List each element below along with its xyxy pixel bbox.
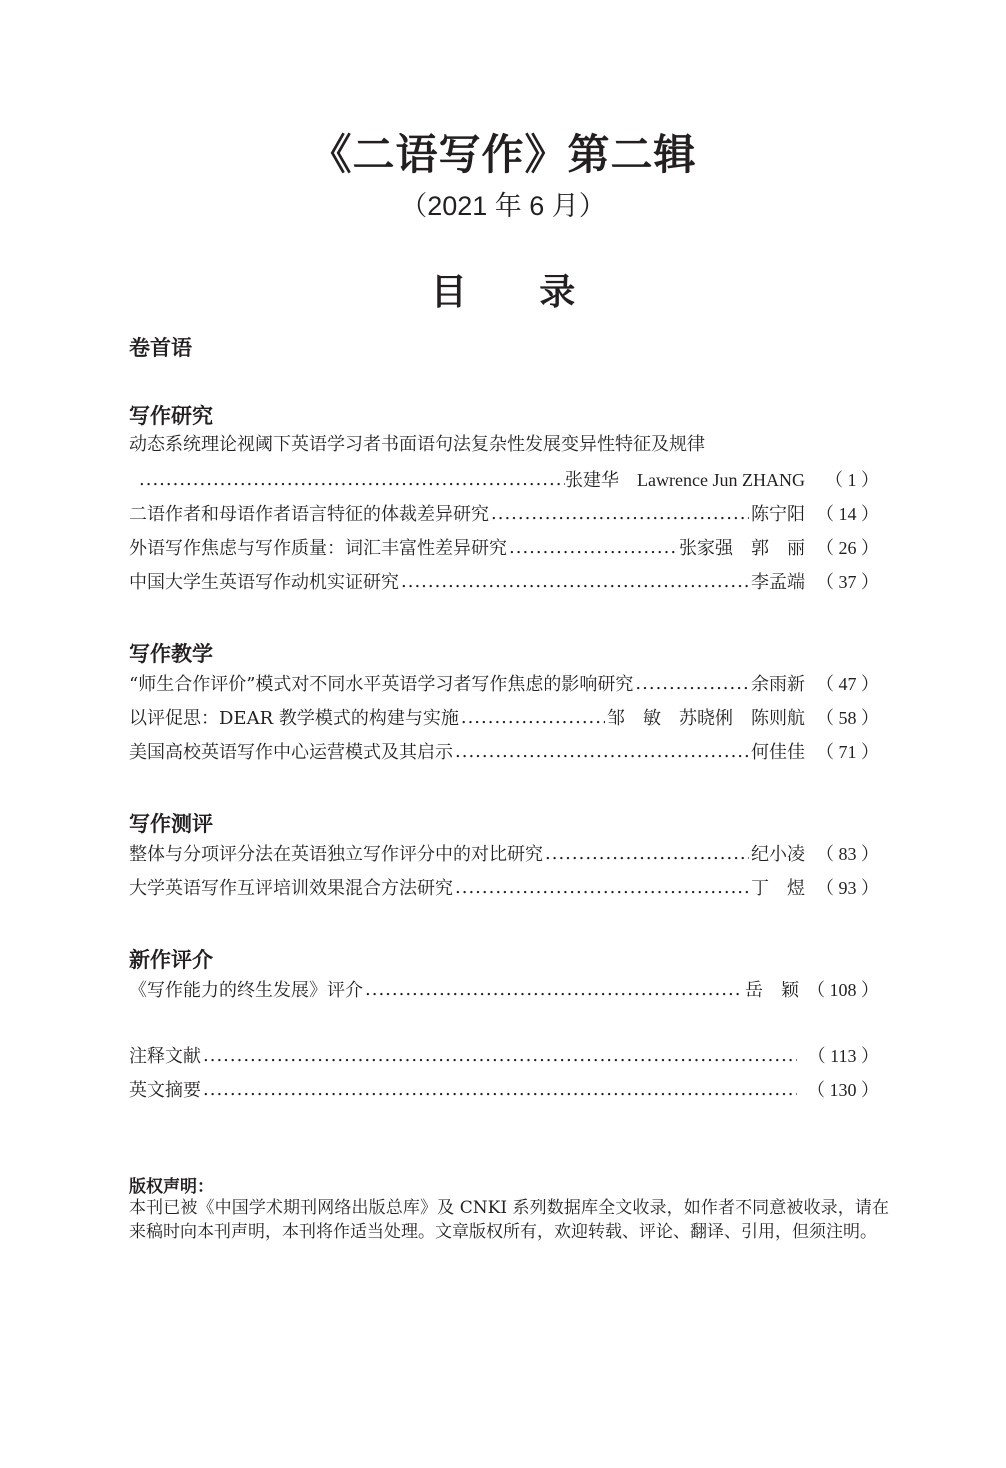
entry-author: 张建华 Lawrence Jun ZHANG <box>565 470 805 490</box>
entry-title: 英文摘要 <box>129 1080 201 1101</box>
toc-entry-assessment-2[interactable] <box>129 872 879 902</box>
entry-title: 大学英语写作互评培训效果混合方法研究 <box>129 878 453 899</box>
entry-page: （ 83 ） <box>816 844 879 864</box>
leader-dots <box>203 1079 797 1100</box>
section-assessment-title: 写作测评 <box>129 812 213 836</box>
issue-date: （2021 年 6 月） <box>400 191 606 221</box>
entry-title: “师生合作评价”模式对不同水平英语学习者写作焦虑的影响研究 <box>129 674 634 695</box>
leader-dots <box>401 571 749 592</box>
entry-title: 以评促思：DEAR 教学模式的构建与实施 <box>129 708 459 729</box>
toc-entry-research-1[interactable] <box>129 464 879 494</box>
entry-author: 张家强 郭 丽 <box>679 538 805 558</box>
toc-entry-references[interactable] <box>129 1040 879 1070</box>
entry-author: 何佳佳 <box>751 742 805 762</box>
entry-page: （ 47 ） <box>816 674 879 694</box>
leader-dots <box>203 1045 797 1066</box>
entry-title: 外语写作焦虑与写作质量：词汇丰富性差异研究 <box>129 538 507 559</box>
entry-page: （ 108 ） <box>807 980 879 1000</box>
toc-entry-research-3[interactable] <box>129 532 879 562</box>
section-preface-title[interactable]: 卷首语 <box>129 336 192 360</box>
section-research-title: 写作研究 <box>129 404 213 428</box>
leader-dots <box>455 877 749 898</box>
leader-dots <box>509 537 677 558</box>
toc-entry-reviews-1[interactable] <box>129 974 879 1004</box>
entry-author: 丁 煜 <box>751 878 805 898</box>
entry-author: 余雨新 <box>751 674 805 694</box>
copyright-body: 本刊已被《中国学术期刊网络出版总库》及 CNKI 系列数据库全文收录，如作者不同意被收录，请在来稿时向本刊声明，本刊将作适当处理。文章版权所有，欢迎转载、评论、翻译、引用，但须注明。 <box>129 1198 889 1242</box>
entry-author: 陈宁阳 <box>751 504 805 524</box>
leader-dots <box>365 979 743 1000</box>
toc-heading: 目 录 <box>430 272 606 313</box>
entry-page: （ 58 ） <box>816 708 879 728</box>
leader-dots <box>455 741 749 762</box>
journal-title: 《二语写作》第二辑 <box>309 130 697 179</box>
section-teaching-title: 写作教学 <box>129 642 213 666</box>
entry-page: （ 130 ） <box>807 1080 879 1100</box>
entry-title: 美国高校英语写作中心运营模式及其启示 <box>129 742 453 763</box>
toc-entry-research-1-title[interactable]: 动态系统理论视阈下英语学习者书面语句法复杂性发展变异性特征及规律 <box>129 434 705 455</box>
leader-dots <box>461 707 605 728</box>
leader-dots <box>635 673 749 694</box>
entry-page: （ 71 ） <box>816 742 879 762</box>
entry-page: （ 26 ） <box>816 538 879 558</box>
toc-entry-teaching-1[interactable] <box>129 668 879 698</box>
entry-title: 中国大学生英语写作动机实证研究 <box>129 572 399 593</box>
entry-page: （ 14 ） <box>816 504 879 524</box>
toc-entry-research-2[interactable] <box>129 498 879 528</box>
toc-entry-teaching-3[interactable] <box>129 736 879 766</box>
entry-page: （ 37 ） <box>816 572 879 592</box>
entry-page: （ 1 ） <box>825 470 879 490</box>
toc-entry-teaching-2[interactable] <box>129 702 879 732</box>
entry-title: 注释文献 <box>129 1046 201 1067</box>
copyright-title: 版权声明： <box>129 1177 214 1197</box>
leader-dots <box>545 843 749 864</box>
entry-page: （ 93 ） <box>816 878 879 898</box>
entry-page: （ 113 ） <box>807 1046 879 1066</box>
entry-title: 《写作能力的终生发展》评介 <box>129 980 363 1001</box>
entry-title: 整体与分项评分法在英语独立写作评分中的对比研究 <box>129 844 543 865</box>
entry-author: 纪小凌 <box>751 844 805 864</box>
toc-entry-english-abstracts[interactable] <box>129 1074 879 1104</box>
toc-entry-assessment-1[interactable] <box>129 838 879 868</box>
entry-title: 二语作者和母语作者语言特征的体裁差异研究 <box>129 504 489 525</box>
toc-entry-research-4[interactable] <box>129 566 879 596</box>
entry-author: 李孟端 <box>751 572 805 592</box>
leader-dots <box>131 469 565 490</box>
entry-author: 邹 敏 苏晓俐 陈则航 <box>607 708 805 728</box>
entry-author: 岳 颖 <box>745 980 799 1000</box>
leader-dots <box>491 503 749 524</box>
section-reviews-title: 新作评介 <box>129 948 213 972</box>
